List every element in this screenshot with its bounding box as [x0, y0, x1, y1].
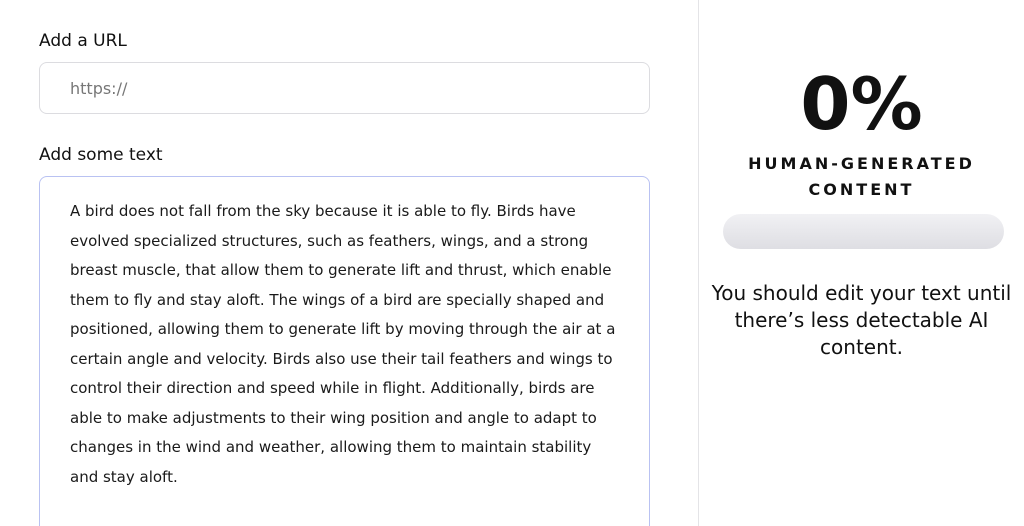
score-value: 0% [800, 62, 923, 146]
score-label: HUMAN-GENERATED CONTENT [748, 154, 975, 199]
url-input[interactable] [39, 62, 650, 114]
advice-text: You should edit your text until there’s less detectable AI content. [711, 281, 1012, 359]
text-label: Add some text [39, 145, 163, 165]
url-label: Add a URL [39, 31, 127, 51]
result-panel [699, 0, 1024, 526]
text-input[interactable]: A bird does not fall from the sky because it is able to fly. Birds have evolved specialized structures, such as feathers, wings, and a strong breast muscle, that allow them to generate lift and thrust, which enable them to fly and stay aloft. The wings of a bird are specially shaped and positioned, allowing them to generate lift by moving through the air at a certain angle and velocity. Birds also use their tail feathers and wings to control their direction and speed while in flight. Additionally, birds are able to make adjustments to their wing position and angle to adapt to changes in the wind and weather, allowing them to maintain stability and stay aloft. [39, 176, 650, 526]
score-progress-bar [723, 214, 1004, 249]
